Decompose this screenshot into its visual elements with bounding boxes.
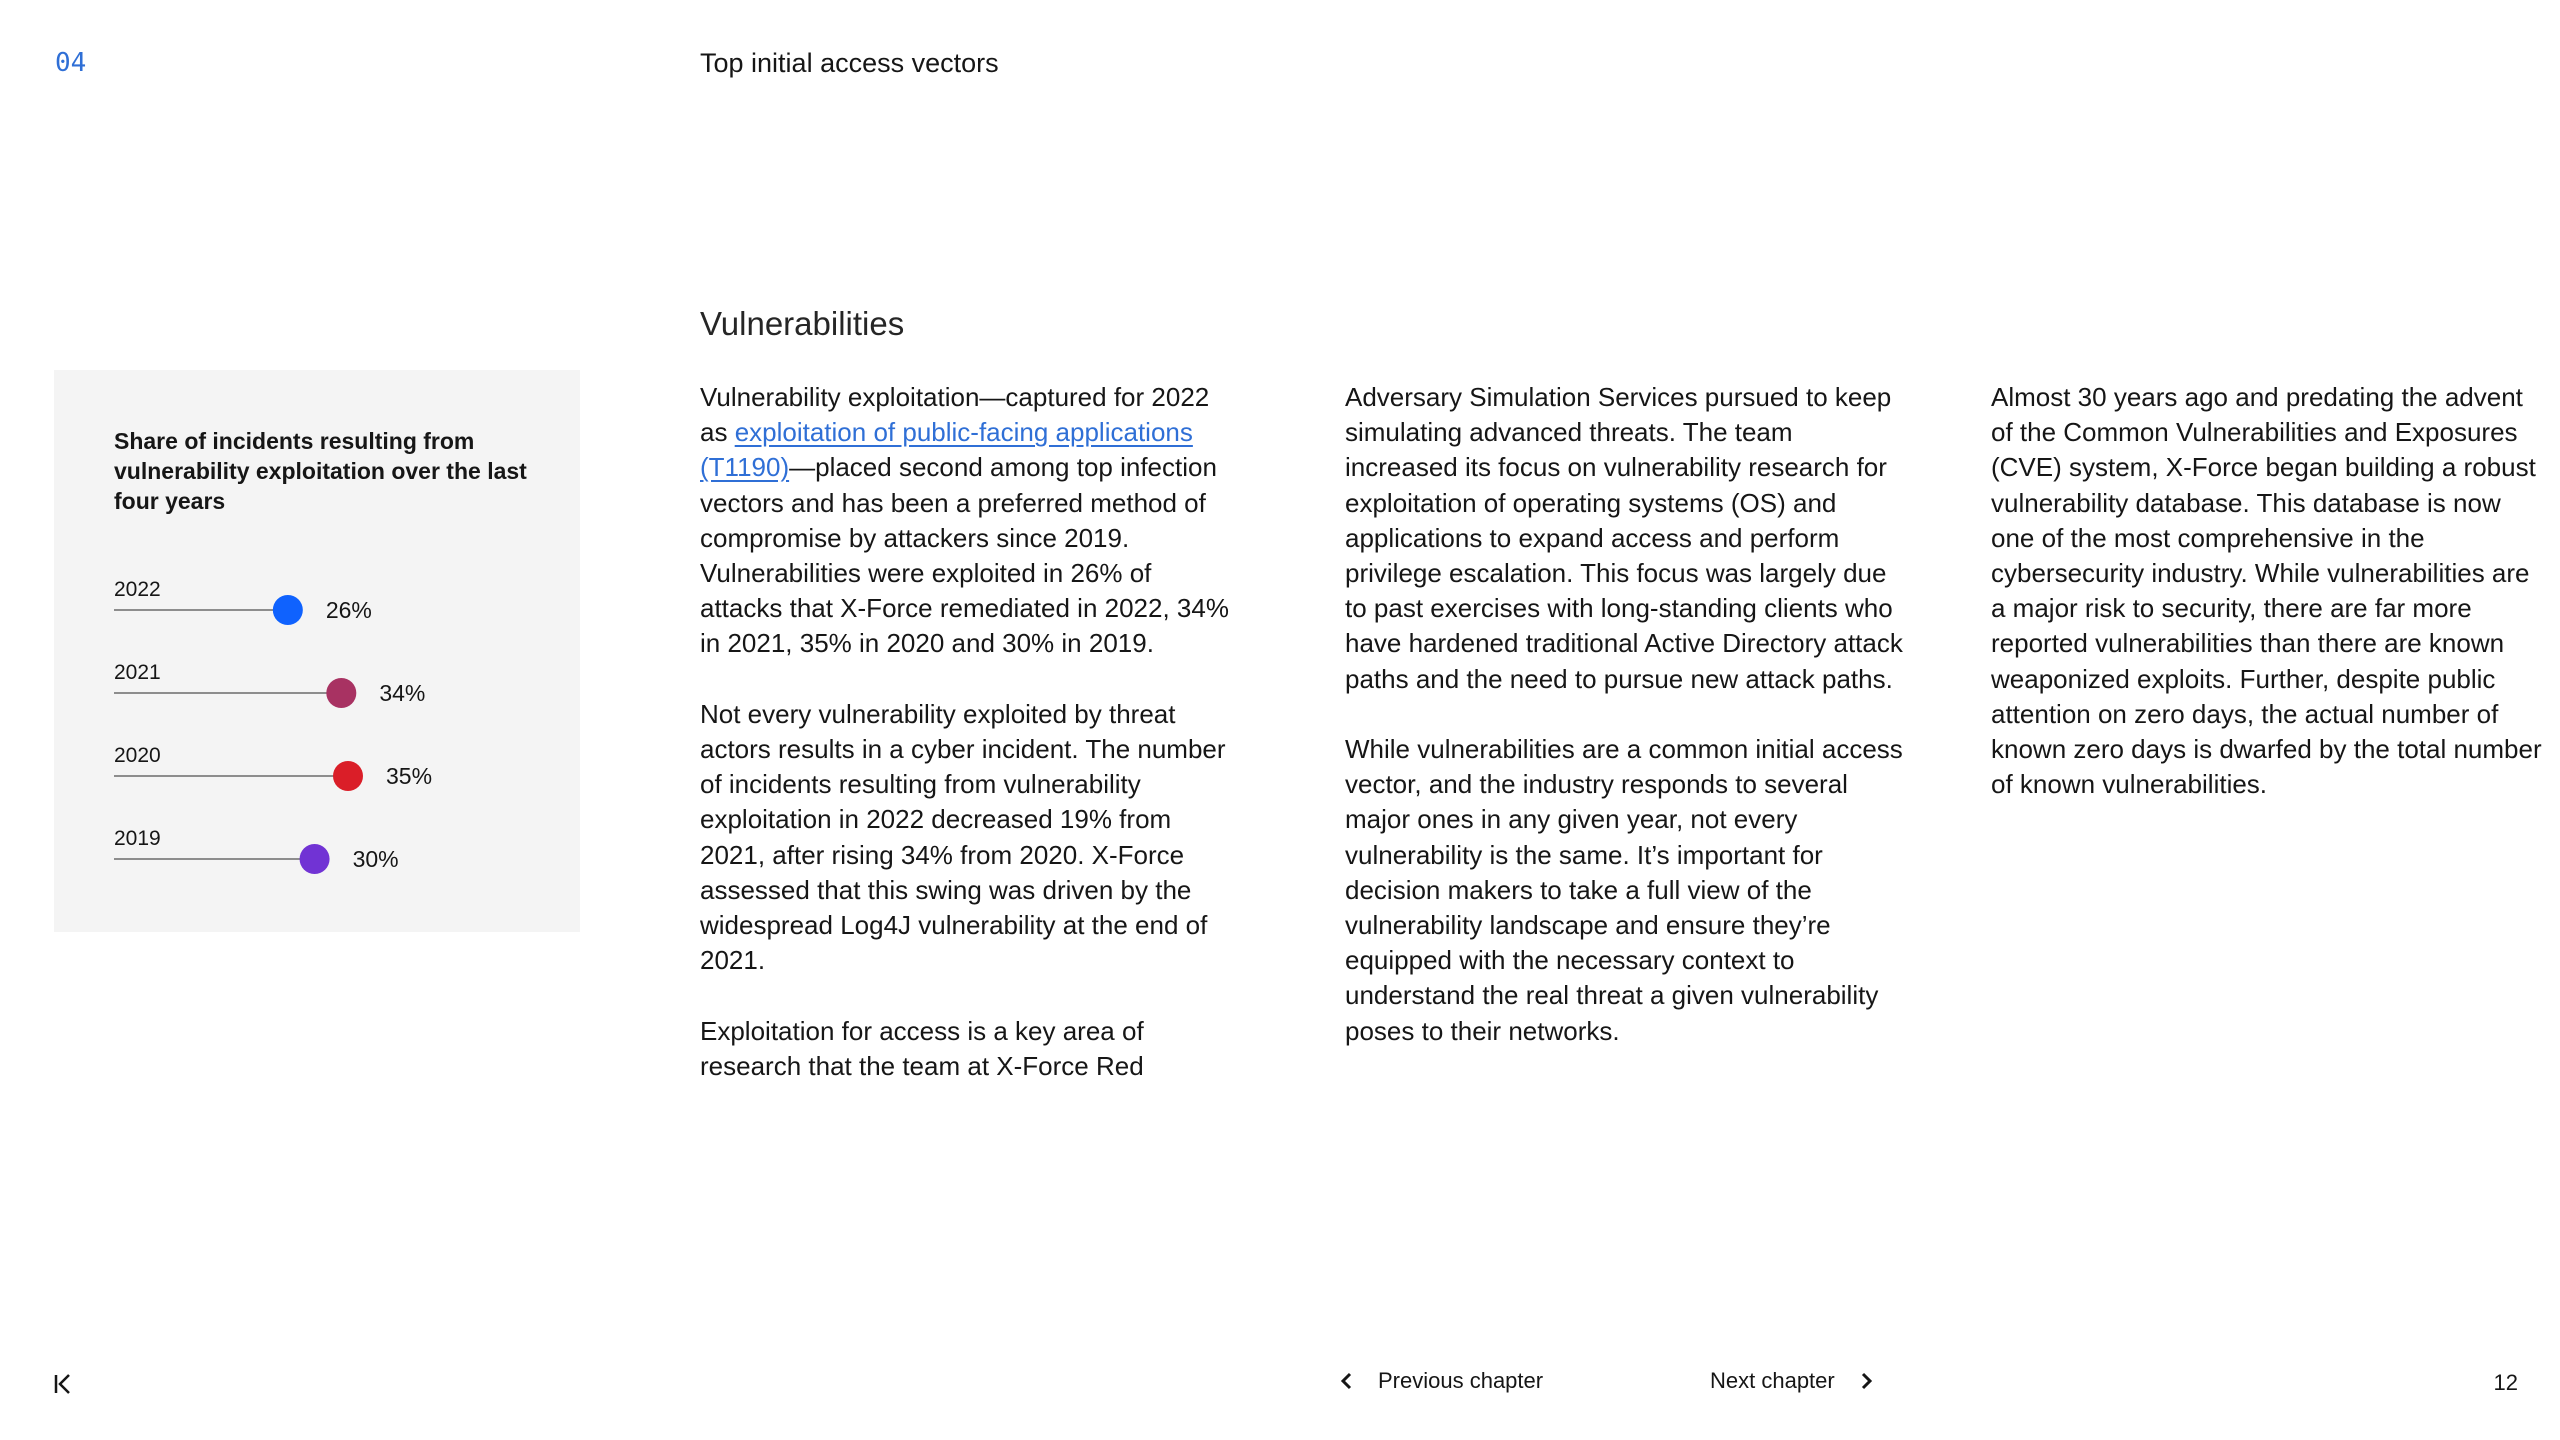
col1-p1-text-before-link: Vulnerability exploitation—captured for 2022 as (700, 382, 1210, 448)
year-label-2019: 2019 (114, 827, 161, 850)
year-label-2020: 2020 (114, 744, 161, 767)
col3-paragraph-1: Almost 30 years ago and predating the advent of the Common Vulnerabilities and Exposures (CVE) system, X-Force began building a robust vulnerability database. This database is now one of the most comprehensive in the cybersecurity industry. While vulnerabilities are a major risk to security, there are far more reported vulnerabilities than there are known weaponized exploits. Further, despite public attention on zero days, the actual number of known zero days is dwarfed by the total number of known vulnerabilities. (1991, 382, 2542, 800)
chart-title: Share of incidents resulting from vulnerability exploitation over the last four years (114, 428, 527, 514)
value-label-2019: 30% (352, 846, 399, 872)
next-chapter-label: Next chapter (1710, 1368, 1835, 1393)
body-column-1 (700, 380, 1240, 1119)
section-heading: Vulnerabilities (700, 305, 905, 342)
value-dot-2022 (273, 595, 303, 625)
value-label-2021: 34% (379, 680, 426, 706)
year-label-2022: 2022 (114, 578, 161, 601)
value-dot-2020 (333, 761, 363, 791)
chapter-title: Top initial access vectors (700, 48, 999, 78)
body-column-3 (1991, 380, 2551, 838)
value-dot-2019 (300, 844, 330, 874)
value-label-2022: 26% (325, 597, 372, 623)
previous-chapter-label: Previous chapter (1378, 1368, 1544, 1393)
body-column-2 (1345, 380, 1905, 1084)
chevron-left-icon (1340, 1371, 1354, 1391)
value-dot-2021 (326, 678, 356, 708)
col1-paragraph-2: Not every vulnerability exploited by threat actors results in a cyber incident. The number of incidents resulting from vulnerability exploitation in 2022 decreased 19% from 2021, after rising 34% from 2020. X-Force assessed that this swing was driven by the widespread Log4J vulnerability at the end of 2021. (700, 698, 1226, 976)
next-chapter-button[interactable] (1710, 1368, 1873, 1394)
year-label-2021: 2021 (114, 661, 161, 684)
col2-paragraph-2: While vulnerabilities are a common initial access vector, and the industry responds to several major ones in any given year, not every vulnerability is the same. It’s important for decision makers to take a full view of the vulnerability landscape and ensure they’re equipped with the necessary context to understand the real threat a given vulnerability poses to their networks. (1345, 734, 1903, 1046)
col1-paragraph-3: Exploitation for access is a key area of research that the team at X-Force Red (700, 1015, 1144, 1081)
previous-chapter-button[interactable] (1340, 1368, 1543, 1394)
t1190-link[interactable]: exploitation of public-facing applications (T1190) (700, 417, 1193, 483)
page-number: 12 (2493, 1370, 2518, 1395)
skip-to-start-icon[interactable] (52, 1372, 74, 1396)
chevron-right-icon (1859, 1371, 1873, 1391)
chart-card (54, 370, 580, 932)
col1-p1-text-after-link: —placed second among top infection vectors and has been a preferred method of compromise by attackers since 2019. Vulnerabilities were exploited in 26% of attacks that X-Force remediated in 2022, 34% in 2021, 35% in 2020 and 30% in 2019. (700, 452, 1229, 659)
value-label-2020: 35% (386, 763, 433, 789)
dot-chart (54, 370, 580, 932)
col1-paragraph-1 (700, 380, 1240, 662)
col2-paragraph-1: Adversary Simulation Services pursued to keep simulating advanced threats. The team increased its focus on vulnerability research for exploitation of operating systems (OS) and applications to expand access and perform privilege escalation. This focus was largely due to past exercises with long-standing clients who have hardened traditional Active Directory attack paths and the need to pursue new attack paths. (1345, 382, 1903, 694)
chapter-number: 04 (55, 48, 87, 78)
